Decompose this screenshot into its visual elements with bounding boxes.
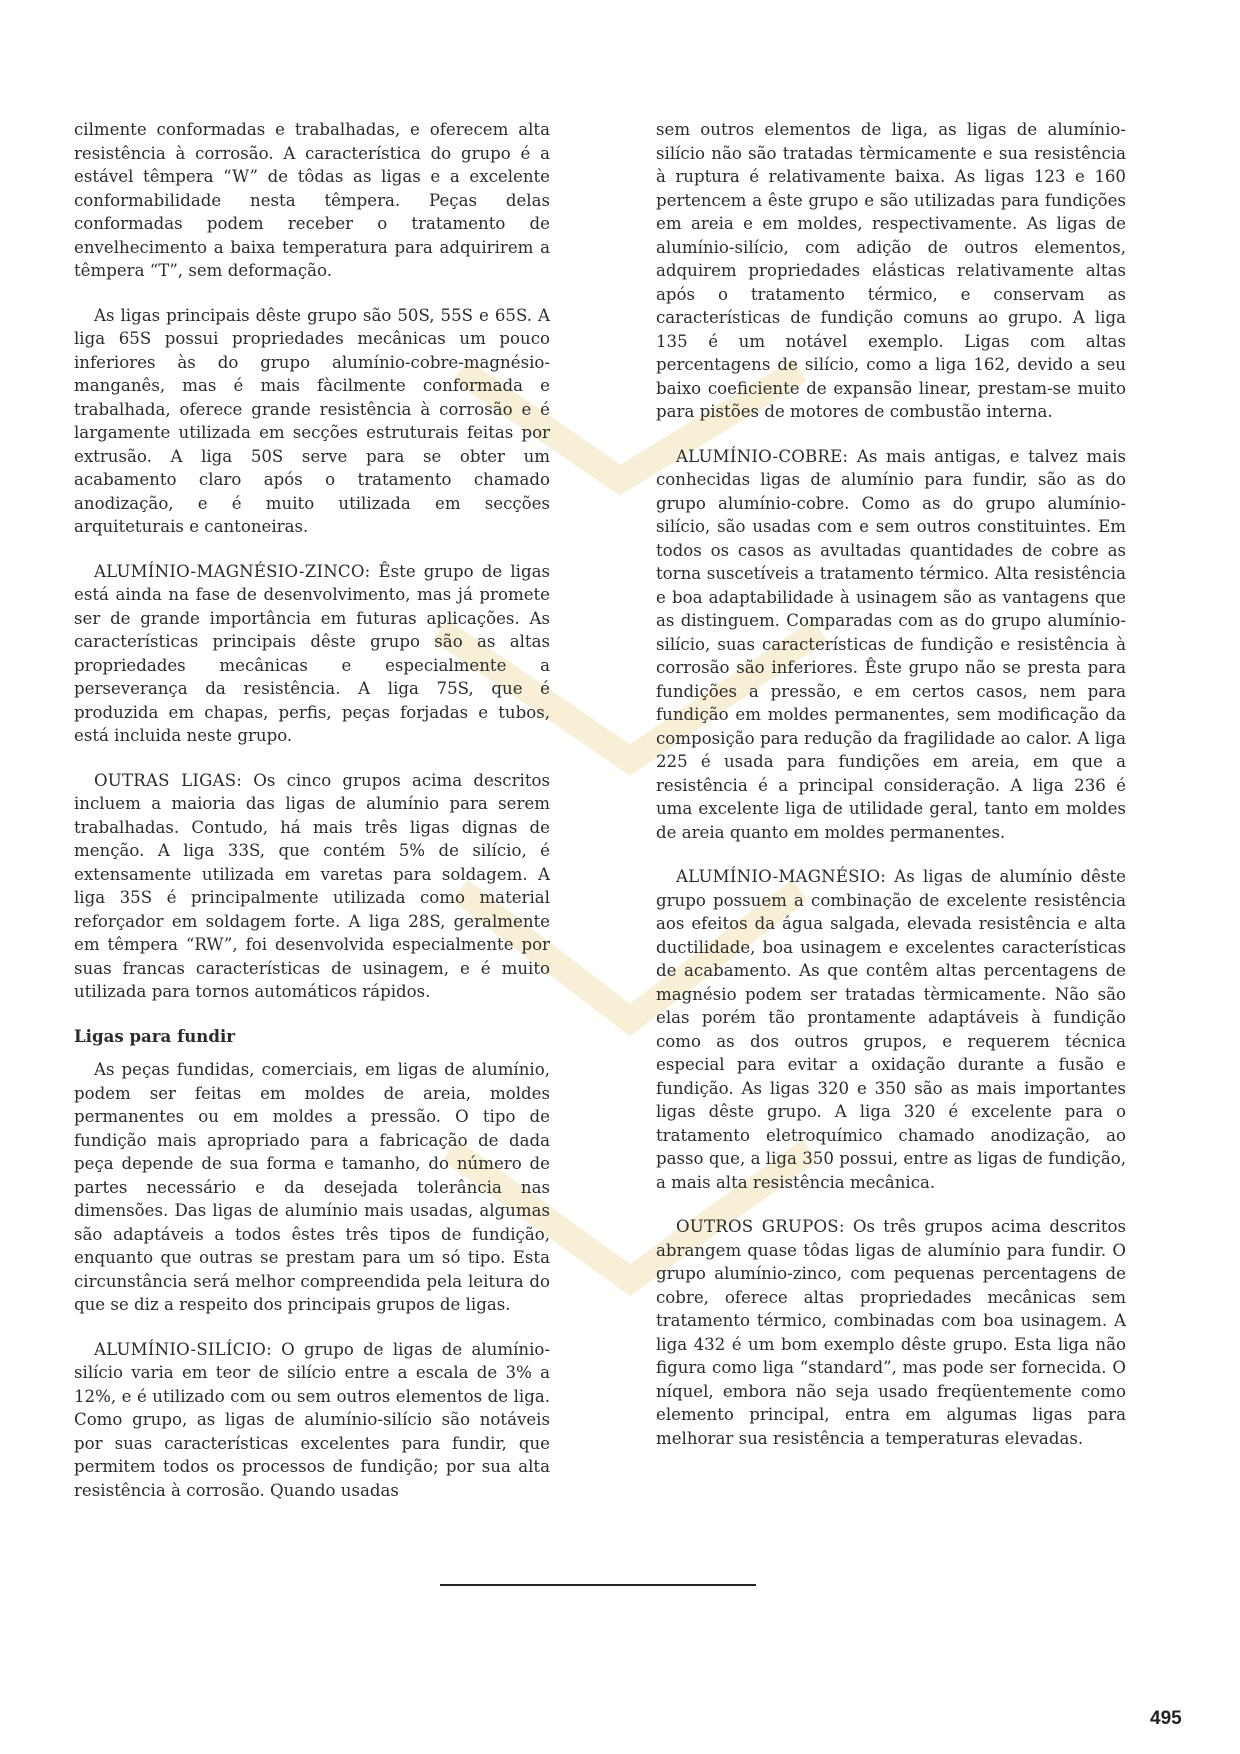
section-heading: ALUMÍNIO-COBRE: [676,446,849,466]
paragraph: sem outros elementos de liga, as ligas de alumínio-silício não são tratadas tèrmicamente e sua resistência à ruptura é relativamente baixa. As ligas 123 e 160 pertencem a êste grupo e são utilizadas para fundições em areia e em moldes, respectivamente. As ligas de alumínio-silício, com adição de outros elementos, adquirem propriedades elásticas relativamente altas após o tratamento térmico, e conservam as características de fundição comuns ao grupo. A liga 135 é um notável exemplo. Ligas com altas percentagens de silício, como a liga 162, devido a seu baixo coeficiente de expansão linear, prestam-se muito para pistões de motores de combustão interna. [656,120,1126,421]
paragraph [656,865,1126,1194]
paragraph-text: Os cinco grupos acima descritos incluem a maioria das ligas de alumínio para serem trabalhadas. Contudo, há mais três ligas dignas de menção. A liga 33S, que contém 5% de silício, é extensamente utilizada em varetas para soldagem. A liga 35S é principalmente utilizada como material reforçador em soldagem forte. A liga 28S, geralmente em têmpera “RW”, foi desenvolvida especialmente por suas francas características de usinagem, e é muito utilizada para tornos automáticos rápidos. [74,770,550,1001]
paragraph: cilmente conformadas e trabalhadas, e oferecem alta resistência à corrosão. A característica do grupo é a estável têmpera “W” de tôdas as ligas e a excelente conformabilidade nesta têmpera. Peças delas conformadas podem receber o tratamento de envelhecimento a baixa temperatura para adquirirem a têmpera “T”, sem deformação. [74,120,550,280]
right-column [656,118,1126,1471]
section-heading: ALUMÍNIO-MAGNÉSIO-ZINCO: [94,561,371,581]
page-number: 495 [1150,1708,1182,1729]
section-heading: ALUMÍNIO-SILÍCIO: [94,1339,272,1359]
section-heading: OUTRAS LIGAS: [94,770,243,790]
section-heading: ALUMÍNIO-MAGNÉSIO: [676,867,887,886]
paragraph-text: O grupo de ligas de alumínio-silício varia em teor de silício entre a escala de 3% a 12%, e é utilizado com ou sem outros elementos de liga. Como grupo, as ligas de alumínio-silício são notáveis por suas características excelentes para fundir, que permitem todos os processos de fundição; por sua alta resistência à corrosão. Quando usadas [74,1339,550,1500]
paragraph-text: Os três grupos acima descritos abrangem quase tôdas ligas de alumínio para fundir. O grupo alumínio-zinco, com pequenas percentagens de cobre, oferece altas propriedades mecânicas sem tratamento térmico, combinadas com boa usinagem. A liga 432 é um bom exemplo dêste grupo. Esta liga não figura como liga “standard”, mas pode ser fornecida. O níquel, embora não seja usado freqüentemente como elemento principal, entra em algumas ligas para melhorar sua resistência a temperaturas elevadas. [656,1217,1126,1448]
footer-rule [440,1584,756,1586]
paragraph-text: As mais antigas, e talvez mais conhecidas ligas de alumínio para fundir, são as do grupo alumínio-cobre. Como as do grupo alumínio-silício, são usadas com e sem outros constituintes. Em todos os casos as avultadas quantidades de cobre as torna suscetíveis a tratamento térmico. Alta resistência e boa adaptabilidade à usinagem são as vantagens que as distinguem. Comparadas com as do grupo alumínio-silício, suas características de fundição e resistência à corrosão são inferiores. Êste grupo não se presta para fundições a pressão, e em certos casos, nem para fundição em moldes permanentes, sem modificação da composição para redução da fragilidade ao calor. A liga 225 é usada para fundições em areia, em que a resistência é a principal consideração. A liga 236 é uma excelente liga de utilidade geral, tanto em moldes de areia quanto em moldes permanentes. [656,446,1126,842]
paragraph [74,560,550,748]
paragraph [74,1338,550,1503]
paragraph: As peças fundidas, comerciais, em ligas de alumínio, podem ser feitas em moldes de areia, moldes permanentes ou em moldes a pressão. O tipo de fundição mais apropriado para a fabricação de dada peça depende de sua forma e tamanho, do número de partes necessário e da desejada tolerância nas dimensões. Das ligas de alumínio mais usadas, algumas são adaptáveis a todos êstes três tipos de fundição, enquanto que outras se prestam para um só tipo. Esta circunstância será melhor compreendida pela leitura do que se diz a respeito dos principais grupos de ligas. [74,1060,550,1314]
left-column [74,118,550,1523]
subheading: Ligas para fundir [74,1025,235,1046]
paragraph: As ligas principais dêste grupo são 50S, 55S e 65S. A liga 65S possui propriedades mecânicas um pouco inferiores às do grupo alumínio-cobre-magnésio-manganês, mas é mais fàcilmente conformada e trabalhada, oferece grande resistência à corrosão e é largamente utilizada em secções estruturais feitas por extrusão. A liga 50S serve para se obter um acabamento claro após o tratamento chamado anodização, e é muito utilizada em secções arquiteturais e cantoneiras. [74,305,550,536]
paragraph-text: As ligas de alumínio dêste grupo possuem a combinação de excelente resistência aos efeitos da água salgada, elevada resistência e alta ductilidade, boa usinagem e excelentes características de acabamento. As que contêm altas percentagens de magnésio podem ser tratadas tèrmicamente. Não são elas porém tão prontamente adaptáveis à fundição como as dos outros grupos, e requerem técnica especial para evitar a oxidação durante a fusão e fundição. As ligas 320 e 350 são as mais importantes ligas dêste grupo. A liga 320 é excelente para o tratamento eletroquímico chamado anodização, ao passo que, a liga 350 possui, entre as ligas de fundição, a mais alta resistência mecânica. [656,867,1126,1192]
paragraph [74,769,550,1004]
paragraph [656,1215,1126,1450]
section-heading: OUTROS GRUPOS: [676,1217,845,1236]
paragraph [656,445,1126,845]
paragraph-text: Êste grupo de ligas está ainda na fase de desenvolvimento, mas já promete ser de grande importância em futuras aplicações. As características principais dêste grupo são as altas propriedades mecânicas e especialmente a perseverança da resistência. A liga 75S, que é produzida em chapas, perfis, peças forjadas e tubos, está incluida neste grupo. [74,561,550,745]
